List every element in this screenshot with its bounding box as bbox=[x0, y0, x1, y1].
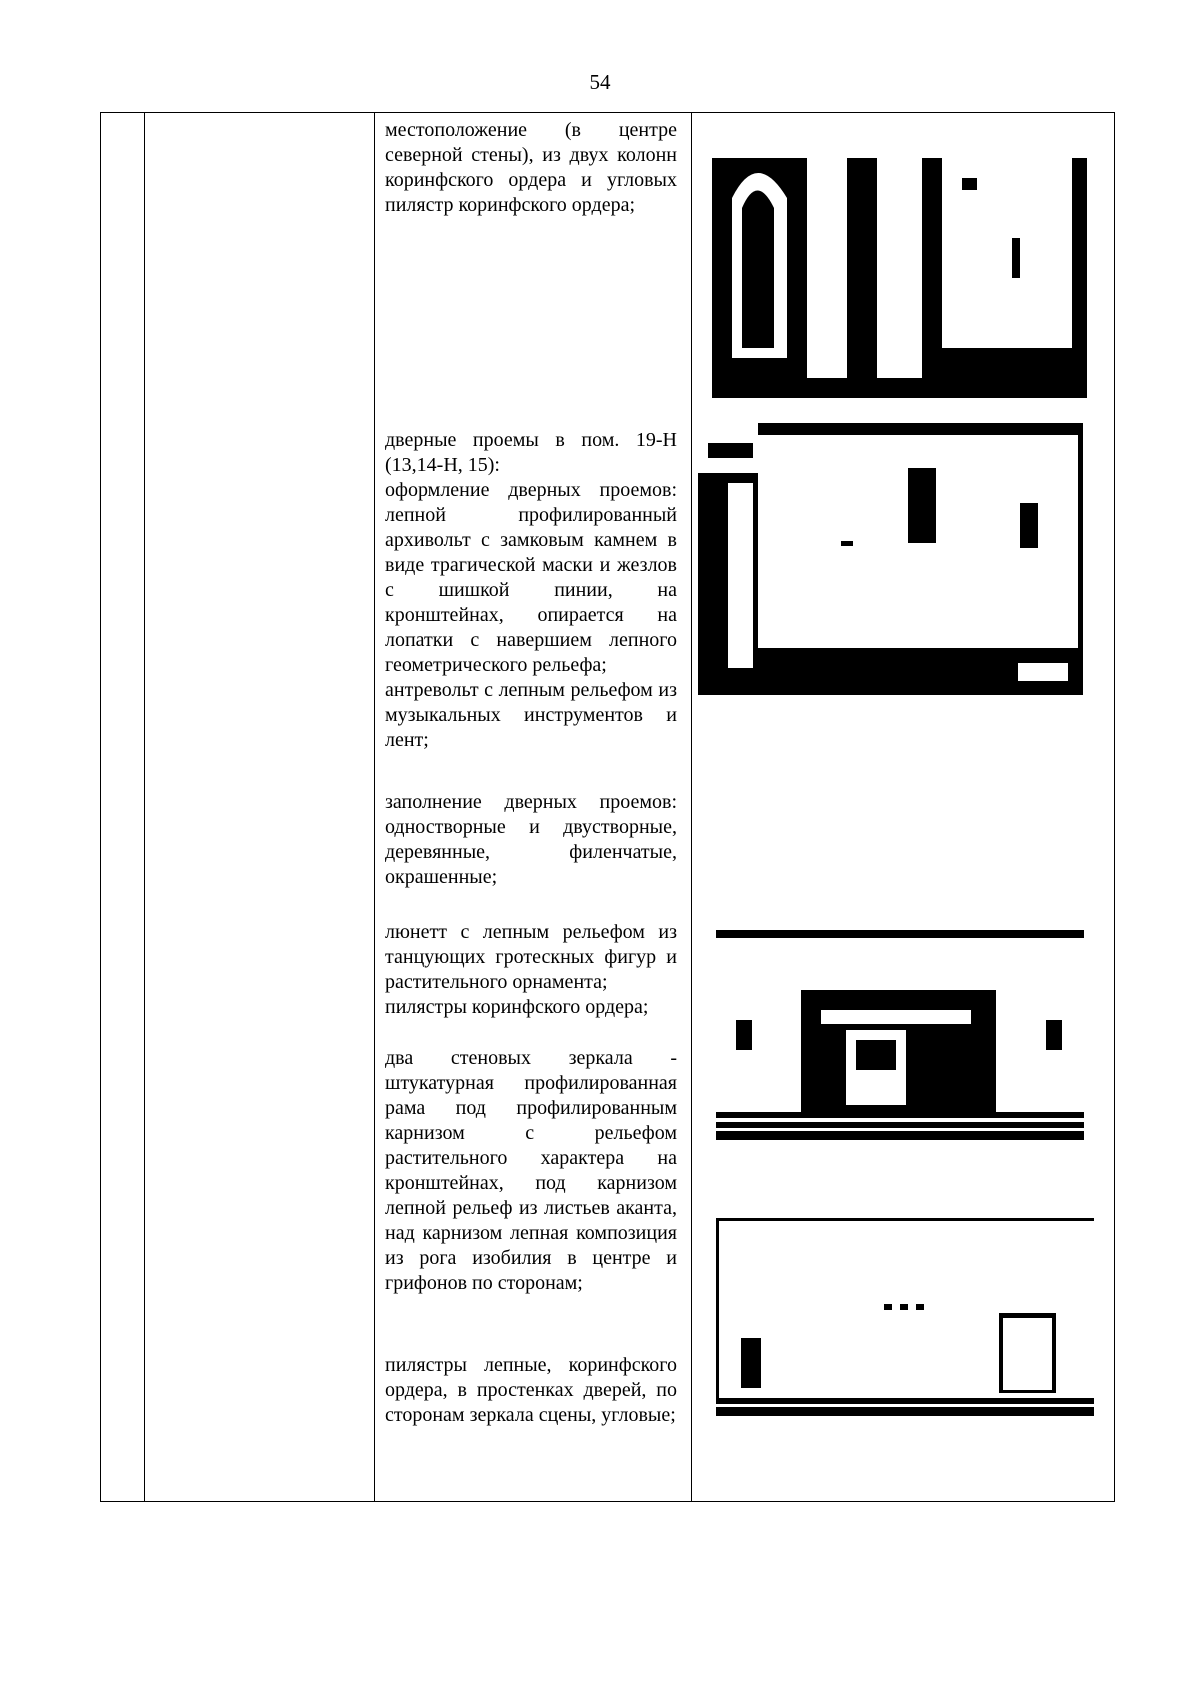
block-doorways bbox=[385, 428, 677, 753]
paragraph: люнетт с лепным рельефом из танцующих гротескных фигур и растительного орнамента; bbox=[385, 921, 677, 993]
paragraph: заполнение дверных проемов: одностворные и двустворные, деревянные, филенчатые, окрашенные; bbox=[385, 791, 677, 888]
block-mirrors bbox=[385, 1046, 677, 1296]
paragraph: пилястры лепные, коринфского ордера, в простенках дверей, по сторонам зеркала сцены, угловые; bbox=[385, 1354, 677, 1426]
block-lunette bbox=[385, 920, 677, 1020]
column-divider bbox=[374, 113, 375, 1501]
column-divider bbox=[691, 113, 692, 1501]
hall-doors-photo-icon bbox=[698, 423, 1083, 695]
paragraph: антревольт с лепным рельефом из музыкальных инструментов и лент; bbox=[385, 679, 677, 751]
stage-photo-icon bbox=[716, 930, 1084, 1140]
paragraph: дверные проемы в пом. 19-Н (13,14-Н, 15): bbox=[385, 429, 677, 476]
block-location bbox=[385, 118, 677, 218]
block-door-fill bbox=[385, 790, 677, 890]
hall-wide-photo-icon bbox=[716, 1218, 1094, 1416]
paragraph: местоположение (в центре северной стены), из двух колонн коринфского ордера и угловых пилястр коринфского ордера; bbox=[385, 119, 677, 216]
page-number: 54 bbox=[589, 70, 611, 94]
paragraph: оформление дверных проемов: лепной профилированный архивольт с замковым камнем в виде трагической маски и жезлов с шишкой пинии, на кронштейнах, опирается на лопатки с навершием лепного геометрического рельефа; bbox=[385, 479, 677, 676]
paragraph: два стеновых зеркала - штукатурная профилированная рама под профилированным карнизом с рельефом растительного характера на кронштейнах, под карнизом лепной рельеф из листьев аканта, над карнизом лепная композиция из рога изобилия в центре и грифонов по сторонам; bbox=[385, 1047, 677, 1294]
column-divider bbox=[144, 113, 145, 1501]
block-pilasters bbox=[385, 1353, 677, 1428]
columns-photo-icon bbox=[712, 118, 1087, 398]
paragraph: пилястры коринфского ордера; bbox=[385, 996, 649, 1018]
